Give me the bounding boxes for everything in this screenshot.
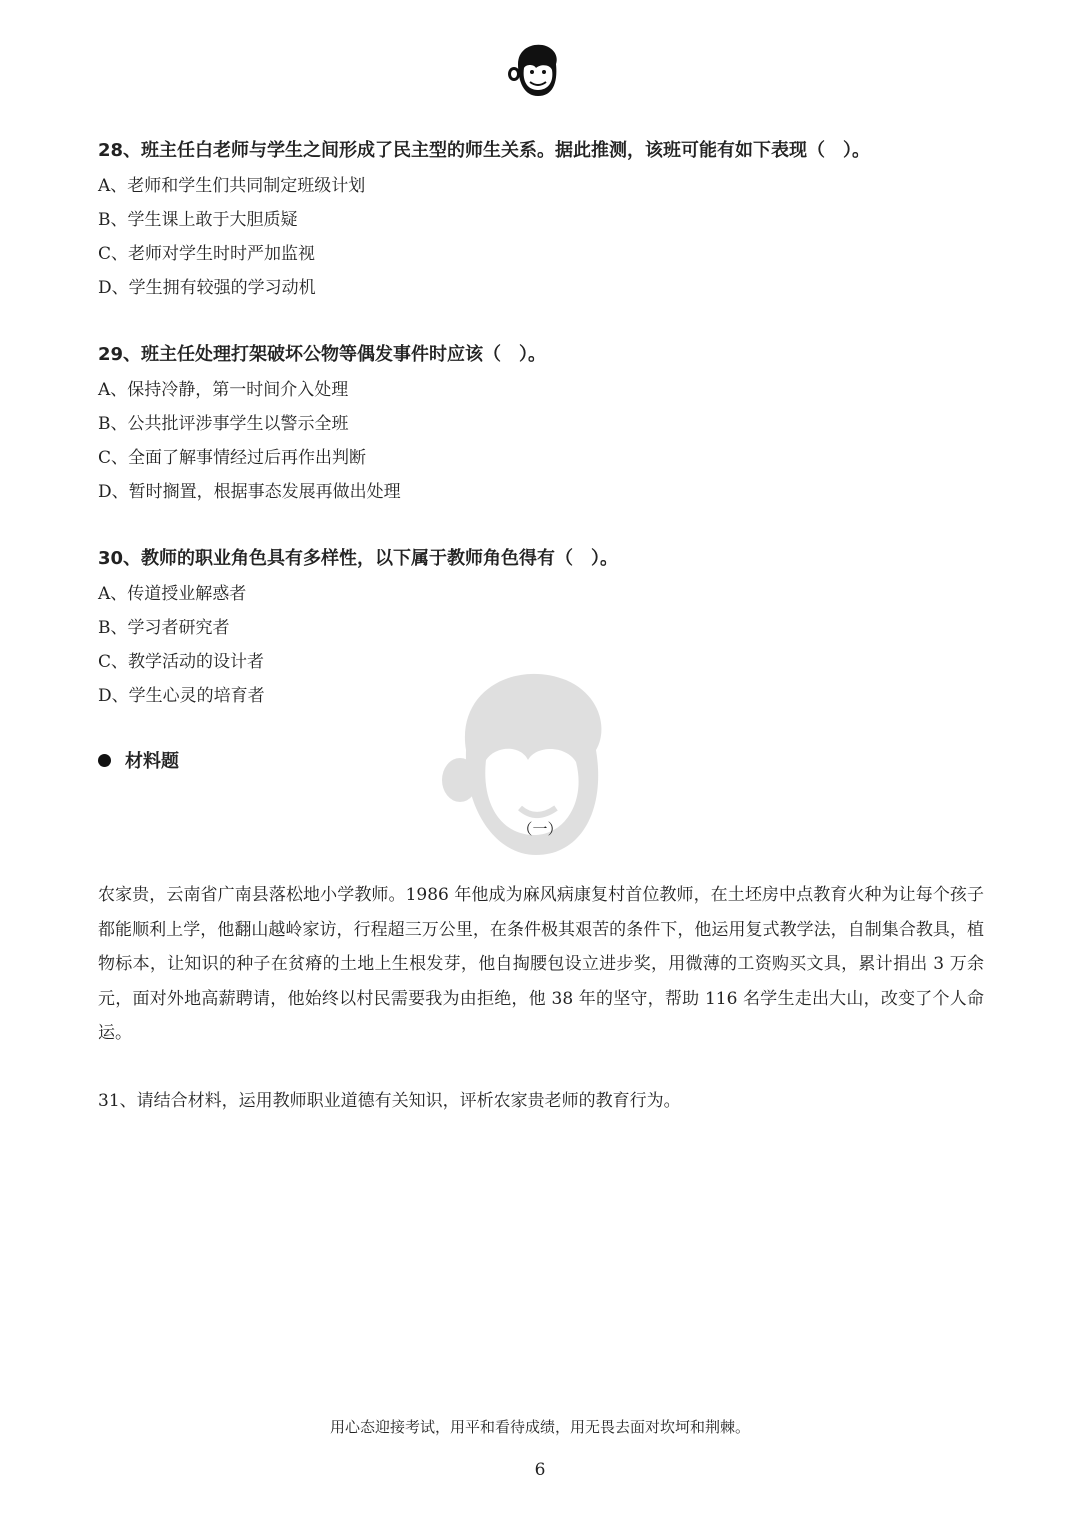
question-29-option-c: C、全面了解事情经过后再作出判断 xyxy=(98,448,367,468)
question-31: 31、请结合材料，运用教师职业道德有关知识，评析农家贵老师的教育行为。 xyxy=(98,1091,681,1111)
page-number: 6 xyxy=(534,1460,546,1480)
section-subtitle: （一） xyxy=(517,820,563,838)
footer-motto: 用心态迎接考试，用平和看待成绩，用无畏去面对坎坷和荆棘。 xyxy=(329,1418,750,1436)
section-heading xyxy=(98,747,179,773)
question-30-option-d: D、学生心灵的培育者 xyxy=(98,686,265,706)
question-30-option-a: A、传道授业解惑者 xyxy=(98,584,247,604)
monkey-face-logo-icon xyxy=(504,38,566,100)
question-29-option-b: B、公共批评涉事学生以警示全班 xyxy=(98,414,349,434)
question-28-title: 28、班主任白老师与学生之间形成了民主型的师生关系。据此推测，该班可能有如下表现（ ）。 xyxy=(98,140,871,161)
question-28-option-c: C、老师对学生时时严加监视 xyxy=(98,244,316,264)
question-29-option-a: A、保持冷静，第一时间介入处理 xyxy=(98,380,349,400)
question-30-option-c: C、教学活动的设计者 xyxy=(98,652,265,672)
question-30-title: 30、教师的职业角色具有多样性，以下属于教师角色得有（ ）。 xyxy=(98,548,619,569)
section-title: 材料题 xyxy=(125,751,179,772)
question-29-option-d: D、暂时搁置，根据事态发展再做出处理 xyxy=(98,482,401,502)
material-paragraph: 农家贵，云南省广南县落松地小学教师。1986 年他成为麻风病康复村首位教师，在土坯房中点教育火种为让每个孩子都能顺利上学，他翻山越岭家访，行程超三万公里，在条件极其艰苦的条件下，他运用复式教学法，自制集合教具，植物标本，让知识的种子在贫瘠的土地上生根发芽，他自掏腰包设立进步奖，用微薄的工资购买文具，累计捐出 3 万余元，面对外地高薪聘请，他始终以村民需要我为由拒绝，他 38 年的坚守，帮助 116 名学生走出大山，改变了个人命运。 xyxy=(98,885,984,1043)
question-28-option-b: B、学生课上敢于大胆质疑 xyxy=(98,210,298,230)
bullet-icon xyxy=(98,754,111,767)
question-29-title: 29、班主任处理打架破坏公物等偶发事件时应该（ ）。 xyxy=(98,344,547,365)
question-30-option-b: B、学习者研究者 xyxy=(98,618,230,638)
question-28-option-d: D、学生拥有较强的学习动机 xyxy=(98,278,316,298)
question-28-option-a: A、老师和学生们共同制定班级计划 xyxy=(98,176,366,196)
